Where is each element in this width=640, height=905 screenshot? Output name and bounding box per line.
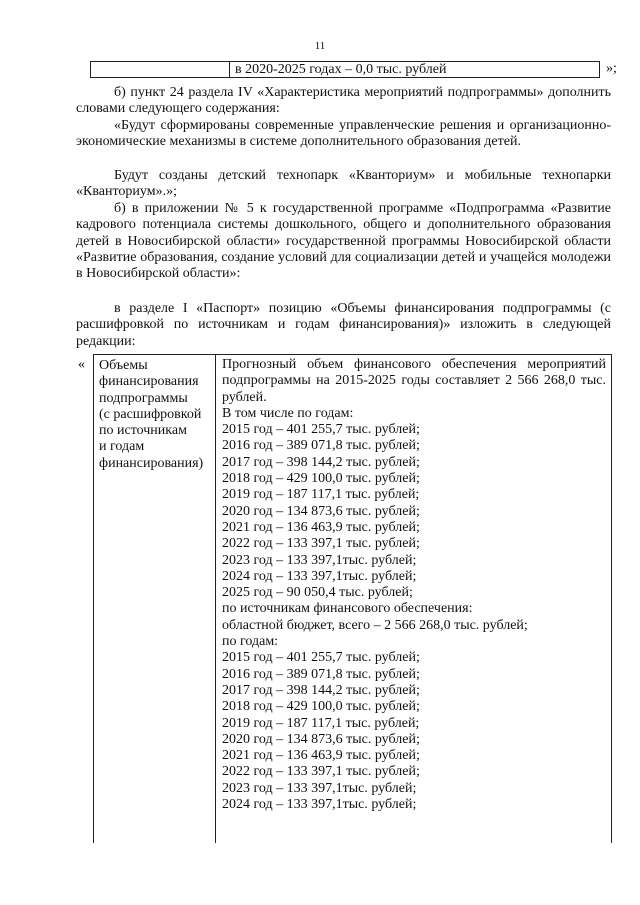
year-amount-line: 2015 год – 401 255,7 тыс. рублей; (222, 650, 420, 666)
by-years-label-2: по годам: (222, 634, 279, 650)
regional-budget-total: областной бюджет, всего – 2 566 268,0 тыс. рублей; (222, 617, 528, 633)
year-amount-line: 2017 год – 398 144,2 тыс. рублей; (222, 682, 420, 698)
year-amount-line: 2016 год – 389 071,8 тыс. рублей; (222, 666, 420, 682)
paragraph-appendix-5-amendment: б) в приложении № 5 к государственной программе «Подпрограмма «Развитие кадрового потенциала системы дошкольного, общего и дополнительного образования детей в Новосибирской области» государственной программы Новосибирской области «Развитие образования, создание условий для социализации детей и учащейся молодежи в Новосибирской области»: (76, 201, 611, 282)
passport-position-content (222, 357, 606, 813)
table-column-divider (229, 62, 230, 77)
year-amount-line: 2017 год – 398 144,2 тыс. рублей; (222, 454, 420, 470)
passport-opening-quote: « (78, 357, 85, 372)
year-amount-line: 2024 год – 133 397,1тыс. рублей; (222, 797, 417, 813)
year-amount-line: 2022 год – 133 397,1 тыс. рублей; (222, 764, 420, 780)
passport-table (93, 354, 612, 843)
page-number: 11 (314, 40, 326, 52)
year-amount-line: 2022 год – 133 397,1 тыс. рублей; (222, 536, 420, 552)
year-amount-line: 2023 год – 133 397,1тыс. рублей; (222, 780, 417, 796)
financing-intro: Прогнозный объем финансового обеспечения мероприятий подпрограммы на 2015-2025 годы составляет 2 566 268,0 тыс. рублей. (222, 357, 606, 405)
continuation-table-cell: в 2020-2025 годах – 0,0 тыс. рублей (235, 62, 447, 77)
position-name-line: (с расшифровкой (99, 406, 202, 422)
position-name-line: финансирования) (99, 455, 204, 471)
continuation-table-row (90, 61, 600, 78)
paragraph-passport-section: в разделе I «Паспорт» позицию «Объемы финансирования подпрограммы (с расшифровкой по источникам и годам финансирования)» изложить в следующей редакции: (76, 301, 611, 349)
year-amount-line: 2023 год – 133 397,1тыс. рублей; (222, 552, 417, 568)
paragraph-quoted-kvantorium: Будут созданы детский технопарк «Кванториум» и мобильные технопарки «Кванториум».»; (76, 168, 611, 200)
year-amount-line: 2024 год – 133 397,1тыс. рублей; (222, 568, 417, 584)
position-name-line: подпрограммы (99, 390, 188, 406)
paragraph-item-24-amendment: б) пункт 24 раздела IV «Характеристика мероприятий подпрограммы» дополнить словами следующего содержания: (76, 85, 611, 117)
position-name-line: и годам (99, 439, 145, 455)
year-amount-line: 2020 год – 134 873,6 тыс. рублей; (222, 503, 420, 519)
by-years-label: В том числе по годам: (222, 405, 354, 421)
year-amount-line: 2019 год – 187 117,1 тыс. рублей; (222, 715, 420, 731)
year-amount-line: 2020 год – 134 873,6 тыс. рублей; (222, 731, 420, 747)
year-amount-line: 2019 год – 187 117,1 тыс. рублей; (222, 487, 420, 503)
paragraph-quoted-management-solutions: «Будут сформированы современные управленческие решения и организационно-экономические механизмы в системе дополнительного образования детей. (76, 118, 611, 150)
year-amount-line: 2015 год – 401 255,7 тыс. рублей; (222, 422, 420, 438)
closing-quote: »; (606, 61, 617, 76)
position-name-line: по источникам (99, 423, 187, 439)
position-name-line: Объемы (99, 358, 148, 373)
year-amount-line: 2021 год – 136 463,9 тыс. рублей; (222, 519, 420, 535)
year-amount-line: 2018 год – 429 100,0 тыс. рублей; (222, 471, 420, 487)
passport-column-divider (215, 355, 216, 843)
sources-label: по источникам финансового обеспечения: (222, 601, 473, 617)
year-amount-line: 2016 год – 389 071,8 тыс. рублей; (222, 438, 420, 454)
year-amount-line: 2018 год – 429 100,0 тыс. рублей; (222, 699, 420, 715)
position-name-line: финансирования (99, 374, 199, 390)
year-amount-line: 2021 год – 136 463,9 тыс. рублей; (222, 748, 420, 764)
year-amount-line: 2025 год – 90 050,4 тыс. рублей; (222, 585, 413, 601)
passport-position-name (99, 358, 213, 472)
